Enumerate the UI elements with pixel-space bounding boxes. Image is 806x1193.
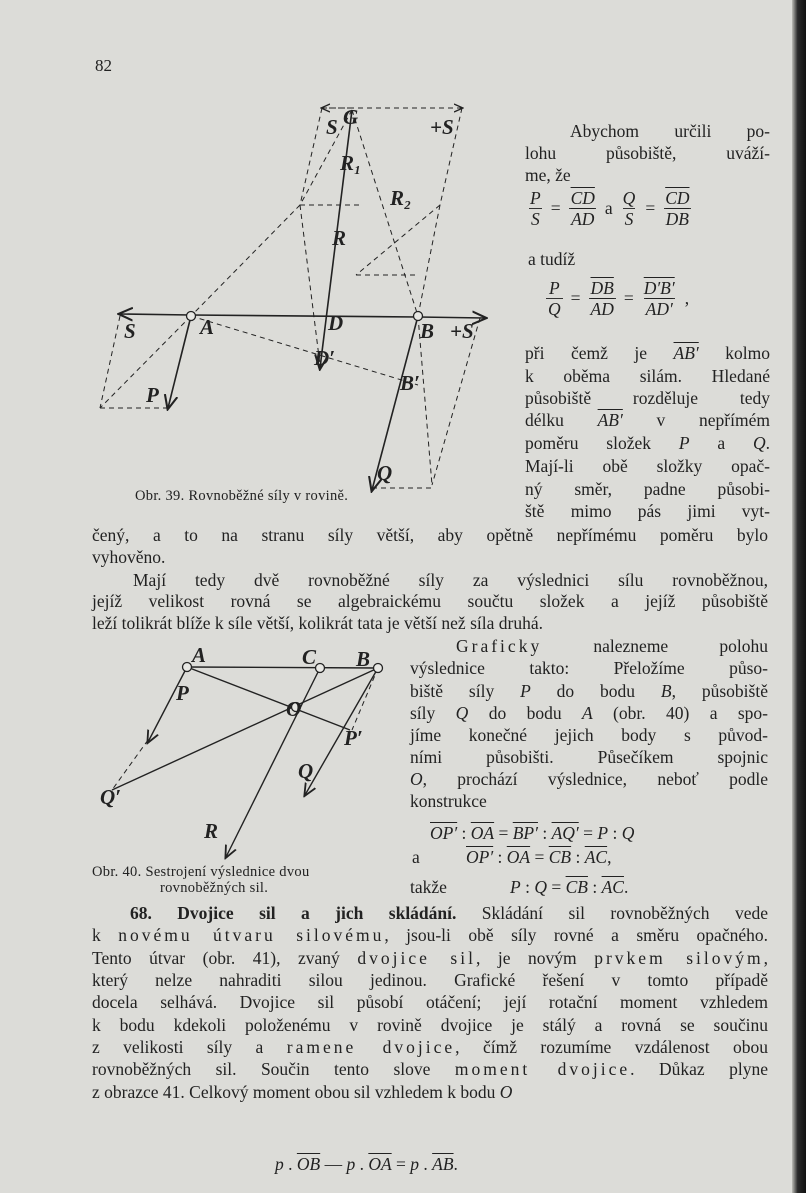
text-span: O bbox=[499, 1082, 513, 1102]
text-span: $\overline{AC}$ bbox=[584, 847, 608, 867]
fraction-numerator: $\overline{CD}$ bbox=[570, 188, 595, 208]
right-column-1-line: Mají-li obě složky opač- bbox=[525, 456, 770, 476]
right-column-1-line: délku AB′ v nepřímém bbox=[525, 410, 770, 430]
text-span: prvkem silovým bbox=[594, 948, 764, 968]
text-span: OP′ bbox=[466, 847, 494, 867]
text-span: $\overline{OB}$ bbox=[296, 1154, 321, 1174]
fraction-denominator: AD′ bbox=[645, 299, 673, 319]
right-column-2-line: výslednice takto: Přeložíme půso- bbox=[410, 658, 768, 678]
text-span: P bbox=[678, 433, 690, 453]
label-s-left: S bbox=[124, 319, 136, 343]
text-span: Q bbox=[534, 877, 547, 897]
right-column-1-line: a tudíž bbox=[528, 249, 576, 269]
text-span: Graficky bbox=[456, 636, 543, 656]
text-span: p bbox=[410, 1154, 420, 1174]
label-r1: R₁ bbox=[340, 151, 362, 175]
label-g: G bbox=[343, 105, 359, 129]
text-span: ramene dvojice bbox=[286, 1037, 456, 1057]
fraction-numerator: P bbox=[530, 188, 541, 208]
formula-line-3: P : $Q = \overline{CB}$ : $\overline{AC}$. bbox=[510, 877, 629, 897]
section-68-line: docela selhává. Dvojice sil působí otáčení; její rotační moment vzhledem bbox=[92, 992, 768, 1012]
label-s-top-right: +S bbox=[430, 115, 454, 139]
label-p-40: P bbox=[176, 681, 189, 705]
formula-ratios-1: $\frac{P}{S}$ = $\frac{\overline{CD}}{AD}$ a $\frac{Q}{S}$ = $\frac{\overline{CD}}{DB}$ bbox=[530, 188, 690, 229]
right-column-2-line: síly Q do bodu A (obr. 40) a spo- bbox=[410, 703, 768, 723]
formula-line-1: OP′ : $\overline{OA} = BP'$ : AQ′ = P : Q bbox=[430, 823, 635, 843]
text-span: AB′ bbox=[597, 410, 623, 430]
text-span: Q bbox=[455, 703, 469, 723]
fraction-numerator: $\overline{DB}$ bbox=[590, 278, 614, 298]
fraction-numerator: Q bbox=[622, 188, 636, 208]
label-r2: R₂ bbox=[390, 186, 412, 210]
full-width-1-line: jejíž velikost rovná se algebraickému součtu složek a jejíž působiště bbox=[92, 591, 768, 611]
right-column-2-line: biště síly P do bodu B, působiště bbox=[410, 681, 768, 701]
label-o-40: O bbox=[286, 697, 302, 721]
text-span: AB′ bbox=[673, 343, 699, 363]
text-span: $\overline{CB}$ bbox=[565, 877, 588, 897]
right-column-2-line: konstrukce bbox=[410, 791, 487, 811]
right-column-1-line: me, že bbox=[525, 165, 571, 185]
label-p: P bbox=[146, 383, 159, 407]
section-68-line: k novému útvaru silovému, jsou-li obě síly rovné a směru opačného. bbox=[92, 925, 768, 945]
right-column-1-line: poměru složek P a Q. bbox=[525, 433, 770, 453]
text-span: P bbox=[510, 877, 521, 897]
figure-40-caption-line1: Obr. 40. Sestrojení výslednice dvou bbox=[92, 864, 310, 880]
text-span: Q bbox=[621, 823, 635, 843]
final-formula: p . $\overline{OB}$ — p . $\overline{OA} = p$ . $\overline{AB}$. bbox=[275, 1154, 458, 1174]
label-d: D bbox=[328, 311, 344, 335]
text-span: moment dvojice bbox=[454, 1059, 631, 1079]
text-span: p bbox=[346, 1154, 356, 1174]
text-span: $\overline{OA}$ bbox=[506, 847, 531, 867]
fraction-numerator: P bbox=[548, 278, 560, 298]
fraction-denominator: S bbox=[624, 209, 634, 229]
point-b-40 bbox=[374, 664, 383, 673]
right-column-1-line: při čemž je AB′ kolmo bbox=[525, 343, 770, 363]
page-number: 82 bbox=[95, 56, 112, 75]
text-span: dvojice sil bbox=[357, 948, 476, 968]
text-span: O bbox=[410, 769, 423, 789]
point-c-40 bbox=[316, 664, 325, 673]
right-column-2-line: ními působišti. Půsečíkem spojnic bbox=[410, 747, 768, 767]
full-width-1-line: vyhověno. bbox=[92, 547, 166, 567]
section-68-line: Tento útvar (obr. 41), zvaný dvojice sil, je novým prvkem silovým, bbox=[92, 948, 768, 968]
label-a-40: A bbox=[192, 643, 207, 667]
right-column-1-line: ný směr, padne působi- bbox=[525, 479, 770, 499]
right-column-2-line: Graficky nalezneme polohu bbox=[456, 636, 768, 656]
right-column-1-line: působiště rozděluje tedy bbox=[525, 388, 770, 408]
full-width-1-line: čený, a to na stranu síly větší, aby opětně nepřímému poměru bylo bbox=[92, 525, 768, 545]
section-68-line: 68. Dvojice sil a jich skládání. Skládání sil rovnoběžných vede bbox=[130, 903, 768, 923]
text-span: $\overline{OA}$ bbox=[470, 823, 495, 843]
text-span: $\overline{CB}$ bbox=[548, 847, 572, 867]
right-column-1-line: lohu působiště, uváží- bbox=[525, 143, 770, 163]
text-span: OP′ bbox=[430, 823, 458, 843]
point-a-40 bbox=[183, 663, 192, 672]
text-span: BP′ bbox=[512, 823, 538, 843]
label-b-40: B bbox=[356, 647, 371, 671]
text-span: B bbox=[660, 681, 672, 701]
conjunction: a bbox=[604, 198, 613, 218]
label-q: Q bbox=[377, 461, 393, 485]
fraction-denominator: AD bbox=[571, 209, 595, 229]
section-68-line: který nelze nahraditi silou jedinou. Grafické řešení v tomto případě bbox=[92, 970, 768, 990]
fraction-denominator: Q bbox=[548, 299, 561, 319]
section-68-line: rovnoběžných sil. Součin tento slove moment dvojice. Důkaz plyne bbox=[92, 1059, 768, 1079]
text-span: $\overline{OA}$ bbox=[368, 1154, 392, 1174]
fraction-numerator: D′B′ bbox=[643, 278, 675, 298]
label-q-40: Q bbox=[298, 759, 314, 783]
right-column-2-line: O, prochází výslednice, neboť podle bbox=[410, 769, 768, 789]
formula-conjunction-a: a bbox=[412, 847, 420, 867]
section-68-line: z velikosti síly a ramene dvojice, čímž rozumíme vzdálenost obou bbox=[92, 1037, 768, 1057]
text-span: $\overline{AB}$ bbox=[432, 1154, 454, 1174]
full-width-1-line: leží tolikrát blíže k síle větší, kolikrát tata je větší než síla druhá. bbox=[92, 613, 543, 633]
label-a: A bbox=[200, 315, 215, 339]
formula-line-2: OP′ : $\overline{OA} = \overline{CB}$ : $\overline{AC}$, bbox=[466, 847, 612, 867]
text-span: P bbox=[520, 681, 531, 701]
fraction-denominator: AD bbox=[590, 299, 614, 319]
text-span: A bbox=[581, 703, 593, 723]
section-68-line: z obrazce 41. Celkový moment obou sil vzhledem k bodu O bbox=[92, 1082, 513, 1102]
right-column-1-line: ště mimo pás jimi vyt- bbox=[525, 501, 770, 521]
label-b: B bbox=[420, 319, 435, 343]
text-span: AQ′ bbox=[551, 823, 579, 843]
label-s-top-left: S bbox=[326, 115, 338, 139]
label-b-prime: B′ bbox=[400, 371, 420, 395]
fraction-numerator: $\overline{CD}$ bbox=[665, 188, 690, 208]
full-width-1-line: Mají tedy dvě rovnoběžné síly za výslednici sílu rovnoběžnou, bbox=[133, 570, 768, 590]
figure-40-caption-line2: rovnoběžných sil. bbox=[160, 880, 269, 896]
text-span: novému útvaru silovému bbox=[118, 925, 385, 945]
force-lines-40 bbox=[112, 667, 378, 857]
formula-ratios-2: $\frac{P}{Q}$ = $\frac{\overline{DB}}{AD}$ = $\frac{D'B'}{AD'}$ , bbox=[548, 278, 690, 319]
formula-conjunction-takze: takže bbox=[410, 877, 447, 897]
figure-39-caption: Obr. 39. Rovnoběžné síly v rovině. bbox=[135, 488, 349, 504]
text-span: $\overline{AC}$ bbox=[601, 877, 624, 897]
text-span: p bbox=[275, 1154, 284, 1174]
label-r-40: R bbox=[204, 819, 219, 843]
label-q-prime-40: Q′ bbox=[100, 785, 122, 809]
right-column-1-line: k oběma silám. Hledané bbox=[525, 366, 770, 386]
section-68-line: k bodu kdekoli položenému v rovině dvojice je stálý a rovná se součinu bbox=[92, 1015, 768, 1035]
label-s-right: +S bbox=[450, 319, 474, 343]
label-p-prime-40: P′ bbox=[344, 726, 363, 750]
right-column-1-line: Abychom určili po- bbox=[570, 121, 770, 141]
text-span: 68. Dvojice sil a jich skládání. bbox=[130, 903, 457, 923]
right-column-2-line: jíme konečné jejich body s původ- bbox=[410, 725, 768, 745]
label-c-40: C bbox=[302, 645, 317, 669]
label-d-prime: D′ bbox=[314, 346, 336, 370]
text-span: P bbox=[597, 823, 609, 843]
label-r: R bbox=[332, 226, 347, 250]
fraction-denominator: DB bbox=[665, 209, 689, 229]
text-span: Q bbox=[752, 433, 766, 453]
fraction-denominator: S bbox=[530, 209, 540, 229]
